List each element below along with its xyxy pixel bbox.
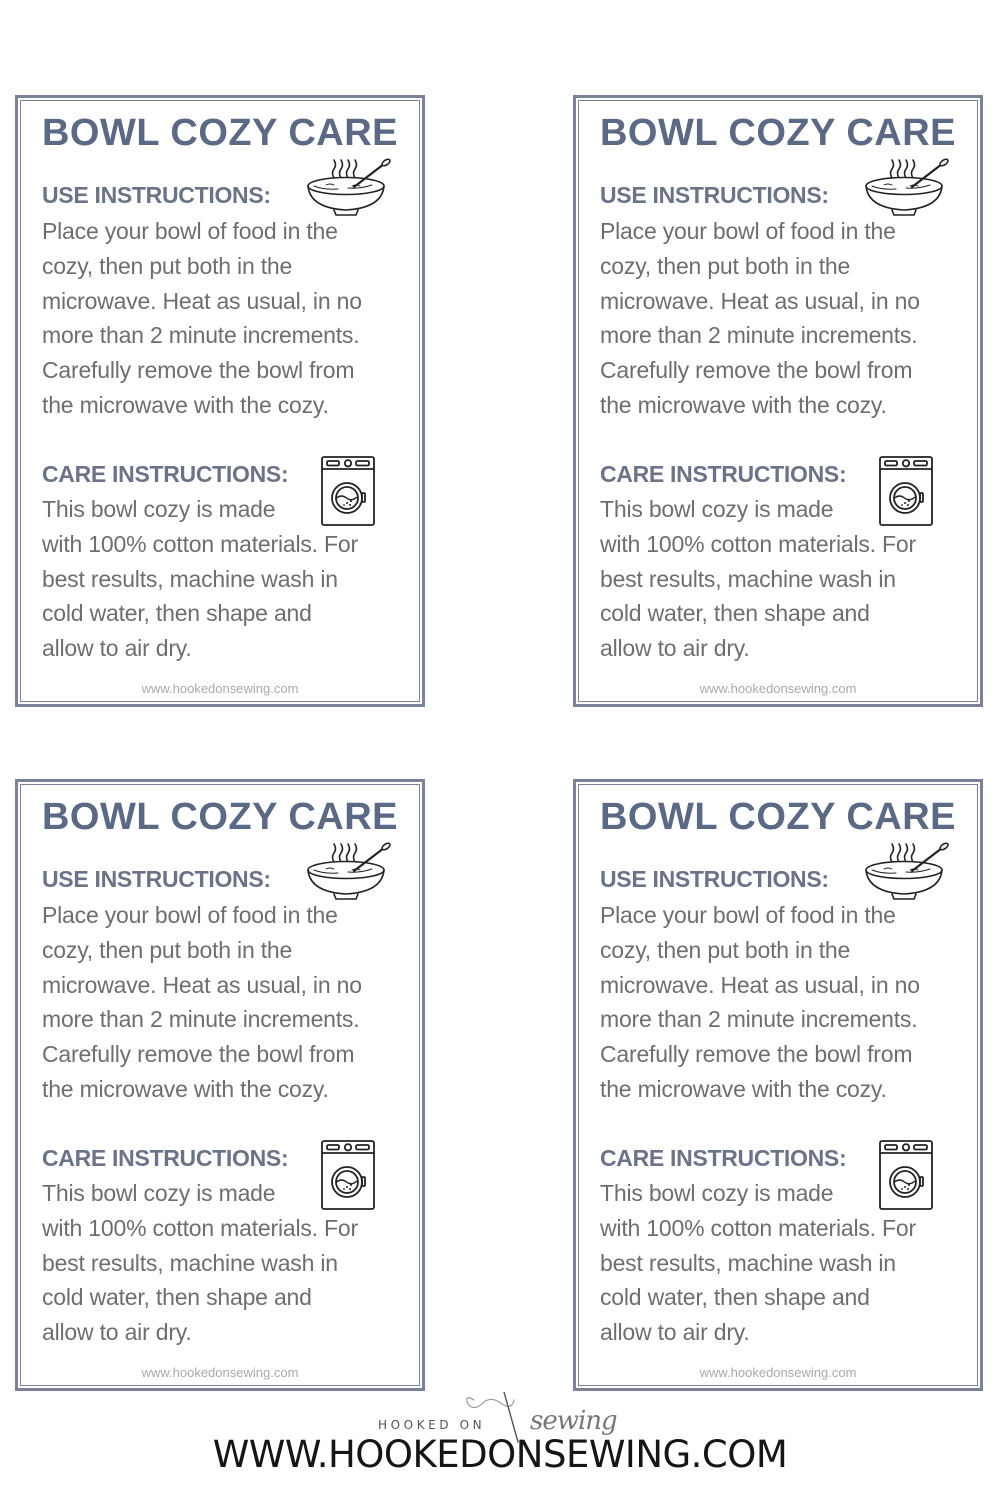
care-instructions-text <box>600 1176 970 1350</box>
card-title: BOWL COZY CARE <box>41 796 399 838</box>
card-website-url: www.hookedonsewing.com <box>141 681 299 696</box>
text-line: cold water, then shape and <box>600 1284 870 1311</box>
text-line: cozy, then put both in the <box>600 936 851 963</box>
text-line: allow to air dry. <box>42 635 192 662</box>
care-instructions-heading: CARE INSTRUCTIONS: <box>600 461 847 487</box>
text-line: cozy, then put both in the <box>42 936 293 963</box>
text-line: best results, machine wash in <box>600 1249 896 1276</box>
text-line: Carefully remove the bowl from <box>600 1041 913 1068</box>
text-line: more than 2 minute increments. <box>600 322 918 349</box>
text-line: cold water, then shape and <box>42 1284 312 1311</box>
text-line: the microwave with the cozy. <box>600 391 887 418</box>
text-line: more than 2 minute increments. <box>42 322 360 349</box>
care-instructions-text <box>42 1176 412 1350</box>
use-instructions-heading: USE INSTRUCTIONS: <box>42 182 271 208</box>
use-instructions-text <box>42 214 412 423</box>
text-line: microwave. Heat as usual, in no <box>42 287 362 314</box>
text-line: with 100% cotton materials. For <box>42 530 358 557</box>
care-instructions-heading: CARE INSTRUCTIONS: <box>42 461 289 487</box>
text-line: more than 2 minute increments. <box>600 1006 918 1033</box>
use-instructions-heading: USE INSTRUCTIONS: <box>600 182 829 208</box>
use-instructions-text <box>600 214 970 423</box>
care-instructions-heading: CARE INSTRUCTIONS: <box>600 1145 847 1171</box>
card-website-url: www.hookedonsewing.com <box>141 1365 299 1380</box>
text-line: Carefully remove the bowl from <box>42 1041 355 1068</box>
text-line: the microwave with the cozy. <box>600 1075 887 1102</box>
text-line: cold water, then shape and <box>42 600 312 627</box>
logo-text: HOOKED ON <box>378 1418 486 1432</box>
card-website-url: www.hookedonsewing.com <box>699 1365 857 1380</box>
text-line: cozy, then put both in the <box>42 252 293 279</box>
text-line: allow to air dry. <box>42 1319 192 1346</box>
text-line: best results, machine wash in <box>600 565 896 592</box>
card-title: BOWL COZY CARE <box>599 796 957 838</box>
text-line: microwave. Heat as usual, in no <box>42 971 362 998</box>
text-line: with 100% cotton materials. For <box>600 530 916 557</box>
text-line: microwave. Heat as usual, in no <box>600 287 920 314</box>
text-line: with 100% cotton materials. For <box>600 1214 916 1241</box>
soup-bowl-icon <box>304 840 392 902</box>
text-line: Carefully remove the bowl from <box>600 357 913 384</box>
care-card <box>573 779 983 1391</box>
text-line: Place your bowl of food in the <box>42 902 338 928</box>
use-instructions-heading: USE INSTRUCTIONS: <box>600 866 829 892</box>
text-line: This bowl cozy is made <box>600 1180 834 1206</box>
text-line: the microwave with the cozy. <box>42 391 329 418</box>
care-instructions-text <box>600 492 970 666</box>
card-website-url: www.hookedonsewing.com <box>699 681 857 696</box>
text-line: This bowl cozy is made <box>42 1180 276 1206</box>
card-title: BOWL COZY CARE <box>41 112 399 154</box>
text-line: Place your bowl of food in the <box>42 218 338 244</box>
text-line: This bowl cozy is made <box>600 496 834 522</box>
use-instructions-heading: USE INSTRUCTIONS: <box>42 866 271 892</box>
text-line: This bowl cozy is made <box>42 496 276 522</box>
care-instructions-heading: CARE INSTRUCTIONS: <box>42 1145 289 1171</box>
text-line: microwave. Heat as usual, in no <box>600 971 920 998</box>
soup-bowl-icon <box>304 156 392 218</box>
care-card <box>15 779 425 1391</box>
card-title: BOWL COZY CARE <box>599 112 957 154</box>
text-line: allow to air dry. <box>600 1319 750 1346</box>
text-line: allow to air dry. <box>600 635 750 662</box>
soup-bowl-icon <box>862 840 950 902</box>
text-line: more than 2 minute increments. <box>42 1006 360 1033</box>
text-line: the microwave with the cozy. <box>42 1075 329 1102</box>
logo-script-text: sewing <box>530 1406 617 1436</box>
care-instructions-text <box>42 492 412 666</box>
care-card <box>15 95 425 707</box>
text-line: cold water, then shape and <box>600 600 870 627</box>
footer-website-url[interactable]: WWW.HOOKEDONSEWING.COM <box>212 1433 788 1476</box>
text-line: Place your bowl of food in the <box>600 902 896 928</box>
text-line: with 100% cotton materials. For <box>42 1214 358 1241</box>
text-line: cozy, then put both in the <box>600 252 851 279</box>
text-line: best results, machine wash in <box>42 565 338 592</box>
text-line: best results, machine wash in <box>42 1249 338 1276</box>
text-line: Place your bowl of food in the <box>600 218 896 244</box>
use-instructions-text <box>600 898 970 1107</box>
soup-bowl-icon <box>862 156 950 218</box>
care-card <box>573 95 983 707</box>
use-instructions-text <box>42 898 412 1107</box>
text-line: Carefully remove the bowl from <box>42 357 355 384</box>
